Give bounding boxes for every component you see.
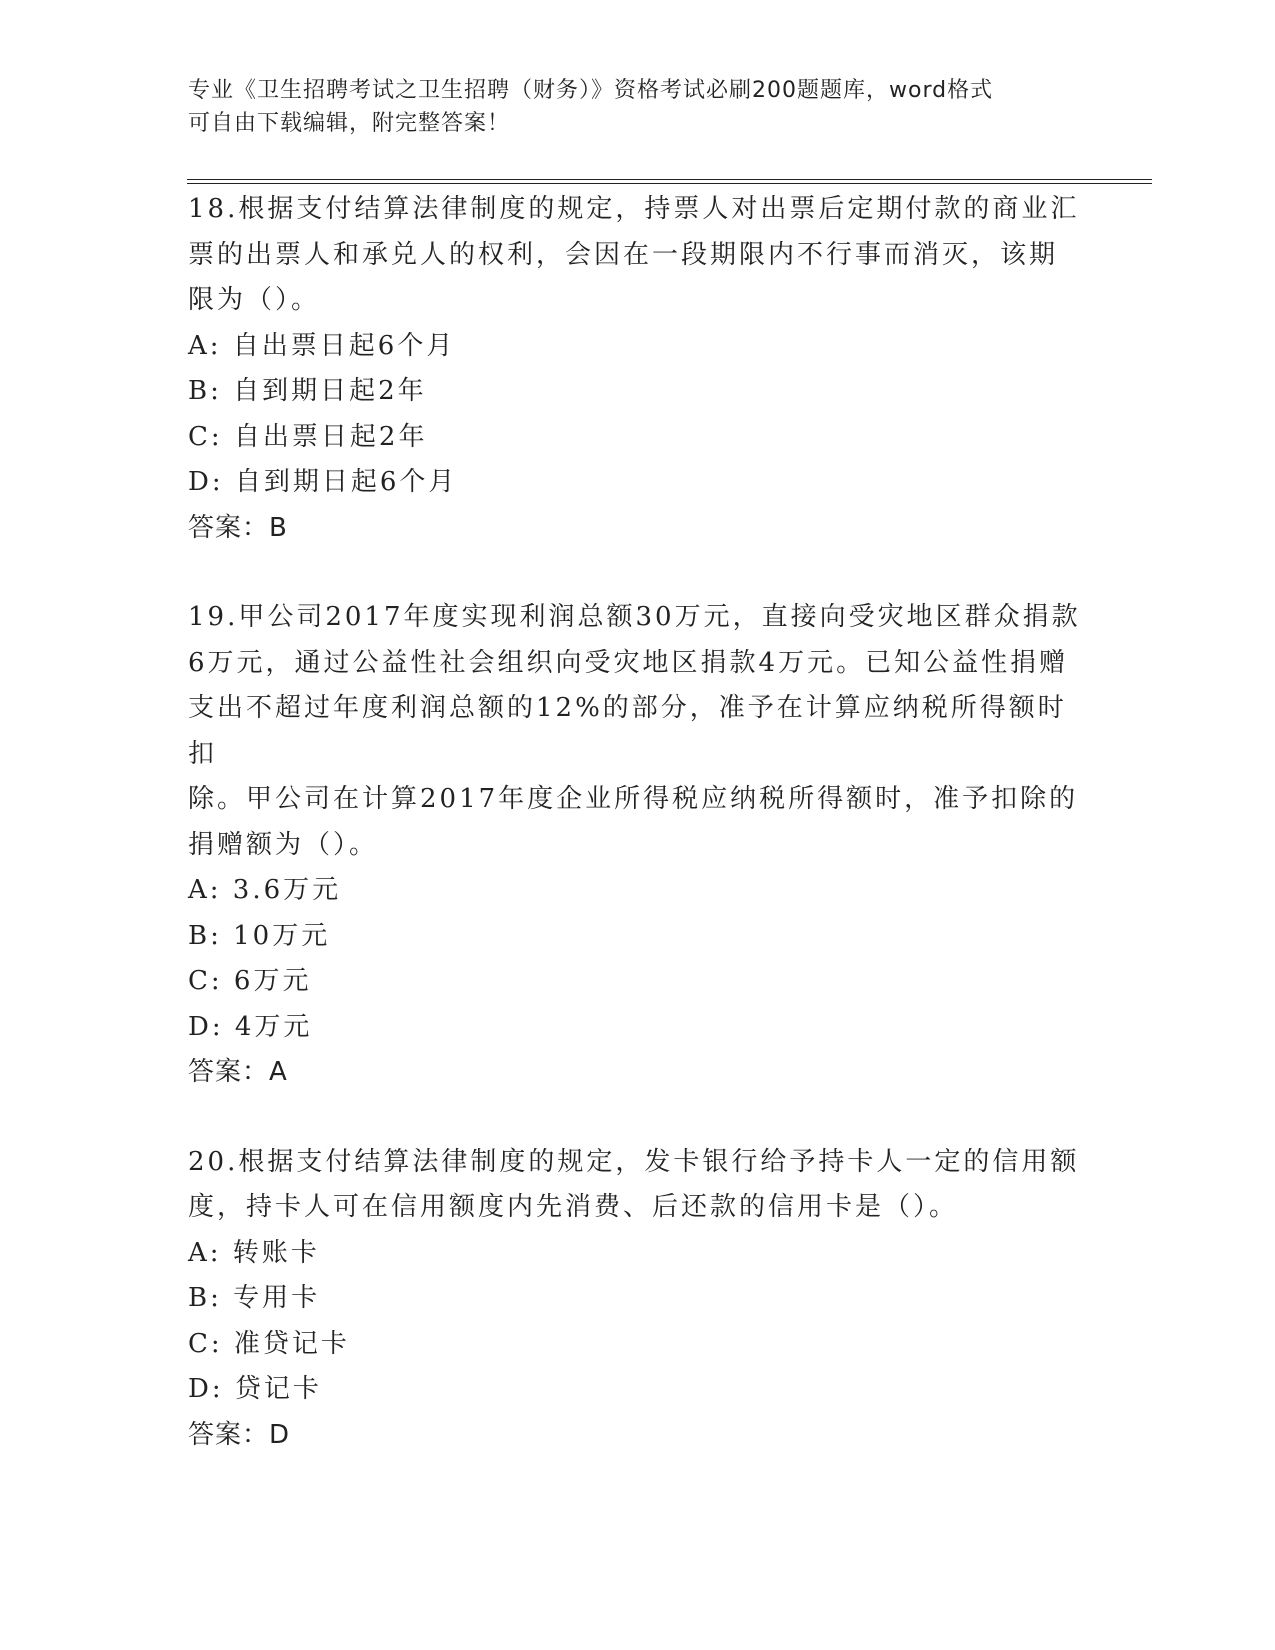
stem-line: 捐赠额为（）。 [188, 829, 379, 860]
option-a: A: 转账卡 [188, 1237, 320, 1268]
answer-label: 答案：B [188, 512, 288, 543]
question-spacer [188, 551, 1088, 595]
question-18 [188, 187, 1088, 551]
stem-line: 6万元，通过公益性社会组织向受灾地区捐款4万元。已知公益性捐赠 [188, 647, 1069, 678]
stem-line: 20.根据支付结算法律制度的规定，发卡银行给予持卡人一定的信用额 [188, 1146, 1080, 1177]
question-stem [188, 595, 1088, 868]
header-divider-bottom [187, 183, 1152, 184]
stem-line: 限为（）。 [188, 285, 321, 315]
question-stem [188, 187, 1088, 324]
stem-line: 度，持卡人可在信用额度内先消费、后还款的信用卡是（）。 [188, 1192, 959, 1222]
header-line-1: 专业《卫生招聘考试之卫生招聘（财务）》资格考试必刷200题题库，word格式 [188, 78, 994, 103]
question-stem [188, 1140, 1088, 1231]
stem-line: 票的出票人和承兑人的权利，会因在一段期限内不行事而消灭，该期 [188, 239, 1059, 270]
stem-line: 除。甲公司在计算2017年度企业所得税应纳税所得额时，准予扣除的 [188, 784, 1079, 814]
option-c: C: 自出票日起2年 [188, 421, 428, 452]
option-c: C: 6万元 [188, 966, 312, 996]
stem-line: 18.根据支付结算法律制度的规定，持票人对出票后定期付款的商业汇 [188, 194, 1080, 224]
question-20 [188, 1140, 1088, 1459]
option-d: D: 贷记卡 [188, 1374, 322, 1404]
option-a: A: 自出票日起6个月 [188, 330, 456, 361]
option-a: A: 3.6万元 [188, 875, 342, 905]
option-b: B: 专用卡 [188, 1283, 321, 1313]
stem-line: 支出不超过年度利润总额的12%的部分，准予在计算应纳税所得额时扣 [188, 693, 1067, 769]
question-list [188, 187, 1088, 1458]
option-d: D: 4万元 [188, 1011, 313, 1042]
stem-line: 19.甲公司2017年度实现利润总额30万元，直接向受灾地区群众捐款 [188, 602, 1081, 632]
option-b: B: 自到期日起2年 [188, 376, 427, 406]
question-spacer [188, 1096, 1088, 1140]
header-line-2: 可自由下载编辑，附完整答案！ [188, 111, 511, 136]
option-b: B: 10万元 [188, 920, 331, 951]
header-divider-top [187, 179, 1152, 180]
answer-label: 答案：A [188, 1057, 288, 1087]
option-c: C: 准贷记卡 [188, 1328, 350, 1359]
question-19 [188, 595, 1088, 1096]
answer-label: 答案：D [188, 1419, 291, 1450]
document-header [188, 74, 1068, 140]
option-d: D: 自到期日起6个月 [188, 467, 458, 497]
